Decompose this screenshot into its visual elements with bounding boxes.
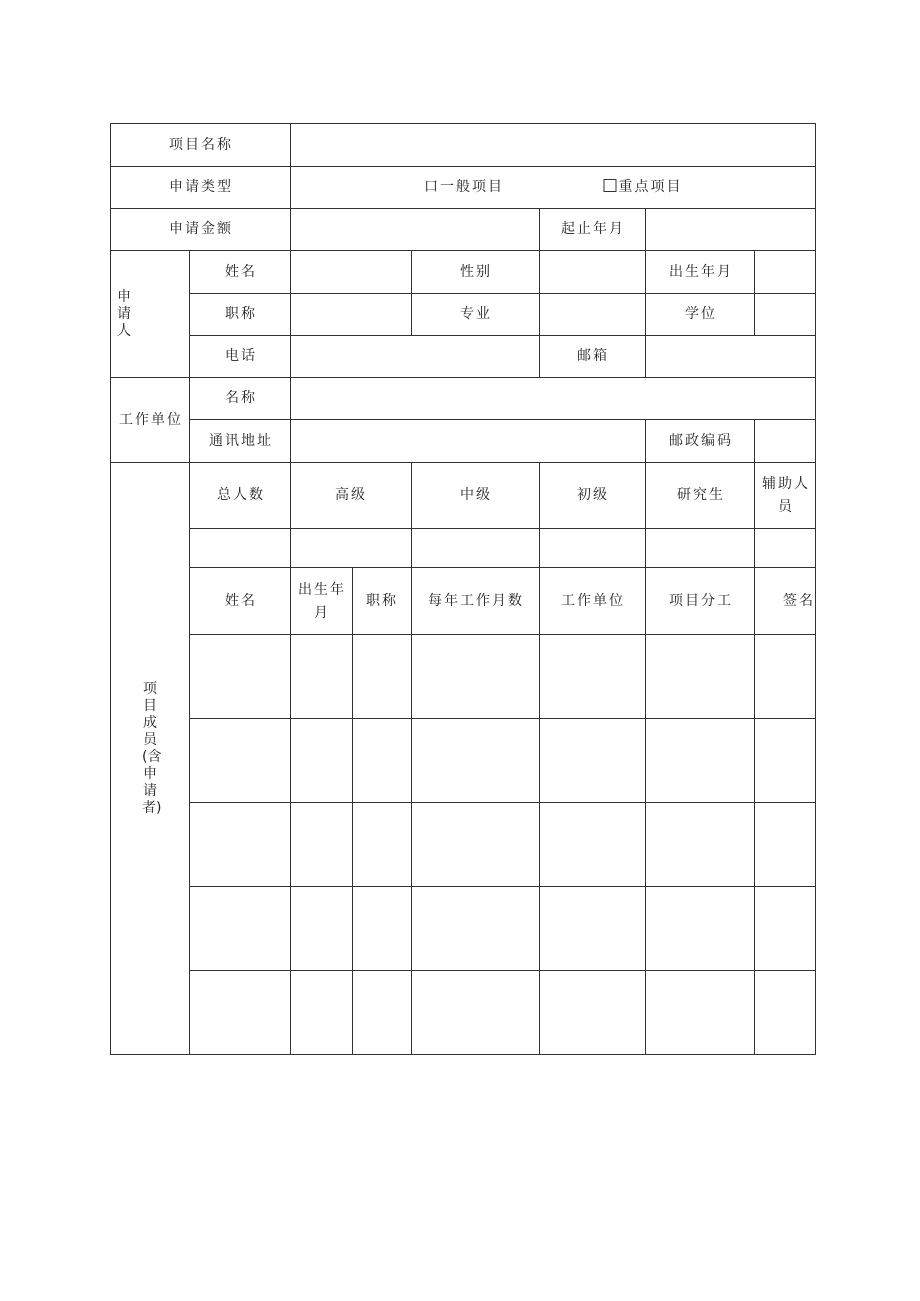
apply-type-key-label: 重点项目	[618, 179, 683, 195]
member-row[interactable]	[190, 803, 815, 886]
period-field[interactable]	[646, 209, 815, 250]
rule	[189, 567, 815, 568]
applicant-phone-field[interactable]	[291, 336, 539, 377]
applicant-major-field[interactable]	[540, 294, 645, 335]
member-row[interactable]	[190, 971, 815, 1054]
rule	[110, 1054, 816, 1055]
rule	[815, 123, 816, 1055]
apply-type-general-option[interactable]: 口一般项目	[424, 179, 504, 195]
member-signature-header: 签名	[783, 593, 815, 609]
applicant-title-label: 职称	[225, 306, 257, 322]
project-name-field[interactable]	[291, 124, 815, 166]
applicant-email-label: 邮箱	[577, 348, 609, 364]
rule	[110, 462, 815, 463]
apply-amount-field[interactable]	[291, 209, 539, 250]
rule	[411, 250, 412, 335]
member-row[interactable]	[190, 887, 815, 970]
applicant-birth-label: 出生年月	[669, 264, 733, 280]
rule	[189, 293, 815, 294]
members-assistant-field[interactable]	[755, 529, 815, 567]
member-birth-header: 出生年月	[298, 582, 346, 621]
member-row[interactable]	[190, 719, 815, 802]
applicant-title-field[interactable]	[291, 294, 411, 335]
members-graduate-header: 研究生	[677, 487, 725, 503]
workplace-name-field[interactable]	[291, 378, 815, 419]
workplace-postcode-label: 邮政编码	[669, 433, 733, 449]
members-senior-header: 高级	[335, 487, 367, 503]
workplace-address-field[interactable]	[291, 420, 645, 462]
members-total-header: 总人数	[217, 487, 265, 503]
applicant-major-label: 专业	[460, 306, 492, 322]
applicant-name-label: 姓名	[225, 264, 257, 280]
workplace-address-label: 通讯地址	[209, 433, 273, 449]
apply-type-label: 申请类型	[169, 179, 233, 195]
member-row[interactable]	[190, 635, 815, 718]
member-name-header: 姓名	[225, 593, 257, 609]
project-name-label: 项目名称	[169, 137, 233, 153]
applicant-name-field[interactable]	[291, 251, 411, 293]
applicant-section-label: 申请人	[117, 289, 131, 339]
apply-amount-label: 申请金额	[169, 221, 233, 237]
workplace-name-label: 名称	[225, 390, 257, 406]
rule	[110, 250, 815, 251]
member-title-header: 职称	[366, 593, 398, 609]
members-total-field[interactable]	[190, 529, 290, 567]
rule	[110, 123, 111, 1055]
members-junior-header: 初级	[577, 487, 609, 503]
members-senior-field[interactable]	[291, 529, 411, 567]
applicant-gender-field[interactable]	[540, 251, 645, 293]
members-section-label: 项目成员(含申请者)	[142, 681, 162, 816]
rule	[110, 166, 815, 167]
checkbox-icon[interactable]	[604, 179, 617, 192]
member-workplace-header: 工作单位	[561, 593, 625, 609]
period-label: 起止年月	[561, 221, 625, 237]
applicant-degree-field[interactable]	[755, 294, 815, 335]
members-graduate-field[interactable]	[646, 529, 754, 567]
member-months-header: 每年工作月数	[428, 593, 524, 609]
workplace-section-label: 工作单位	[119, 412, 183, 428]
applicant-gender-label: 性别	[460, 264, 492, 280]
members-intermediate-header: 中级	[460, 487, 492, 503]
apply-type-key-option[interactable]	[604, 178, 683, 196]
member-role-header: 项目分工	[669, 593, 733, 609]
members-junior-field[interactable]	[540, 529, 645, 567]
applicant-degree-label: 学位	[685, 306, 717, 322]
workplace-postcode-field[interactable]	[755, 420, 815, 462]
applicant-email-field[interactable]	[646, 336, 815, 377]
applicant-birth-field[interactable]	[755, 251, 815, 293]
members-assistant-header: 辅助人员	[762, 476, 810, 515]
members-intermediate-field[interactable]	[412, 529, 539, 567]
rule	[645, 419, 646, 462]
rule	[539, 208, 540, 250]
applicant-phone-label: 电话	[225, 348, 257, 364]
